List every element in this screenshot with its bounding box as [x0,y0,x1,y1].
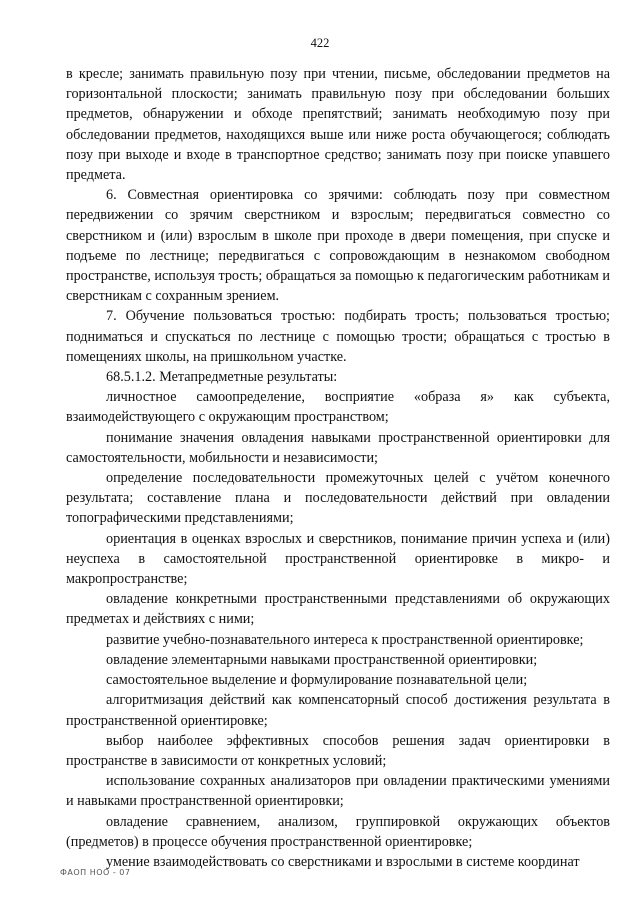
list-item: личностное самоопределение, восприятие «образа я» как субъекта, взаимодействующего с окружающим пространством; [66,389,610,426]
list-item: овладение сравнением, анализом, группировкой окружающих объектов (предметов) в процессе обучения пространственной ориентировке; [66,813,610,850]
list-item: самостоятельное выделение и формулирование познавательной цели; [106,672,528,689]
list-item: выбор наиболее эффективных способов решения задач ориентировки в пространстве в зависимости от конкретных условий; [66,732,610,769]
paragraph: 7. Обучение пользоваться тростью: подбирать трость; пользоваться тростью; подниматься и спускаться по лестнице с помощью трости; обращаться с тростью в помещениях школы, на пришкольном участке. [66,308,610,365]
paragraph: 6. Совместная ориентировка со зрячими: соблюдать позу при совместном передвижении со зрячим сверстником и взрослым; передвигаться совместно со сверстником и (или) взрослым в школе при проходе в двери помещения, при спуске и подъеме по лестнице; передвигаться с сопровождающим в незнакомом свободном пространстве, используя трость; обращаться за помощью к педагогическим работникам и сверстникам с сохранным зрением. [66,187,610,305]
list-item: алгоритмизация действий как компенсаторный способ достижения результата в пространственной ориентировке; [66,692,610,729]
page-number: 422 [310,36,330,50]
list-item: умение взаимодействовать со сверстниками и взрослыми в системе координат [106,853,580,870]
document-body [66,64,610,872]
list-item: ориентация в оценках взрослых и сверстников, понимание причин успеха и (или) неуспеха в самостоятельной пространственной ориентировке в микро- и макропространстве; [66,530,610,588]
list-item: развитие учебно-познавательного интереса к пространственной ориентировке; [106,631,584,648]
list-item: овладение элементарными навыками пространственной ориентировки; [106,651,538,668]
list-item: понимание значения овладения навыками пространственной ориентировки для самостоятельности, мобильности и независимости; [66,429,610,466]
footer-mark: ФАОП НОО - 07 [60,868,131,877]
paragraph: в кресле; занимать правильную позу при чтении, письме, обследовании предметов на горизонтальной плоскости; занимать правильную позу при обследовании больших предметов, обнаружении и обходе препятствий; занимать необходимую позу при обследовании предметов, находящихся выше или ниже роста обучающегося; соблюдать позу при выходе и входе в транспортное средство; занимать позу при поиске упавшего предмета. [66,66,610,184]
list-item: определение последовательности промежуточных целей с учётом конечного результата; составление плана и последовательности действий при овладении топографическими представлениями; [66,470,610,527]
section-heading: 68.5.1.2. Метапредметные результаты: [106,369,338,386]
list-item: овладение конкретными пространственными представлениями об окружающих предметах и действиях с ними; [66,591,610,628]
list-item: использование сохранных анализаторов при овладении практическими умениями и навыками пространственной ориентировки; [66,773,610,810]
